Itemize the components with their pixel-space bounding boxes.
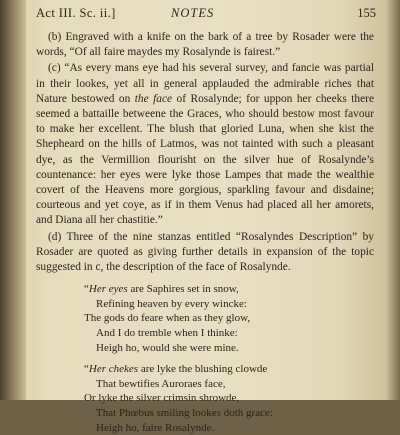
note-d-text: (d) Three of the nine stanzas entitled “Rosalyndes Description” by Rosader are quoted as giving further details in expansion of the topic suggested in c, the description of the face of Rosalynde. <box>36 230 374 274</box>
verse-line: That bewtifies Auroraes face, <box>96 377 226 390</box>
verse-quote-mark: “ <box>84 283 89 296</box>
note-b-paragraph <box>36 30 374 60</box>
book-gutter-shadow <box>0 0 26 400</box>
header-act-scene: Act III. Sc. ii.] <box>36 6 116 20</box>
verse-line: Heigh ho, would she were mine. <box>96 341 239 354</box>
verse-line-text: are lyke the blushing clowde <box>138 363 268 376</box>
verse-line: Heigh ho, faire Rosalynde. <box>96 421 215 434</box>
verse-line: That Phœbus smiling lookes doth grace: <box>96 407 273 419</box>
note-c-paragraph <box>36 61 374 228</box>
note-c-italic-phrase: the face <box>134 92 173 105</box>
note-c-text-end: of Rosalynde; for uppon her cheeks there seemed a battaille betweene the Graces, who should bestow most favour to make her excellent. The blush that gloried Luna, when she kist the Shepheard on the hills of Latmos, was not tainted with such a pleasant dye, as the Vermillion flourisht on the silver hue of Rosalynde’s countenance: her eyes were lyke those Lampes that made the wealthie covert of the Heavens more gorgious, sparkling favour and disdaine; courteous and yet coye, as if in them Venus had placed all her amorets, and Diana all her chastitie.” <box>36 92 375 227</box>
note-d-paragraph <box>36 230 374 276</box>
verse-line: Refining heaven by every wincke: <box>96 297 247 310</box>
page-edge-shadow <box>386 0 400 400</box>
verse-quote-mark: “ <box>84 363 89 376</box>
verse-line: And I do tremble when I thinke: <box>96 327 238 340</box>
verse-stanza-cheeks <box>36 362 374 435</box>
verse-stanza-eyes <box>36 282 374 355</box>
verse-line <box>84 362 374 377</box>
verse-italic-lead: Her eyes <box>88 283 128 296</box>
note-c-text-start: (c) “As every mans eye had his several survey, and fancie was partial in their lookes, yet all in general applauded the admirable riches that Nature bestowed on <box>36 62 374 105</box>
verse-line <box>84 282 374 297</box>
notes-body <box>36 30 374 435</box>
verse-line-text: are Saphires set in snow, <box>127 283 239 296</box>
running-header <box>36 6 376 24</box>
verse-line: The gods do feare when as they glow, <box>84 312 251 325</box>
note-b-text: (b) Engraved with a knife on the bark of a tree by Rosader were the words, “Of all faire maydes my Rosalynde is fairest.” <box>36 31 374 59</box>
page-number: 155 <box>357 6 376 20</box>
header-title: NOTES <box>171 6 215 20</box>
verse-line: Or lyke the silver crimsin shrowde, <box>84 392 240 405</box>
verse-italic-lead: Her chekes <box>88 363 139 376</box>
